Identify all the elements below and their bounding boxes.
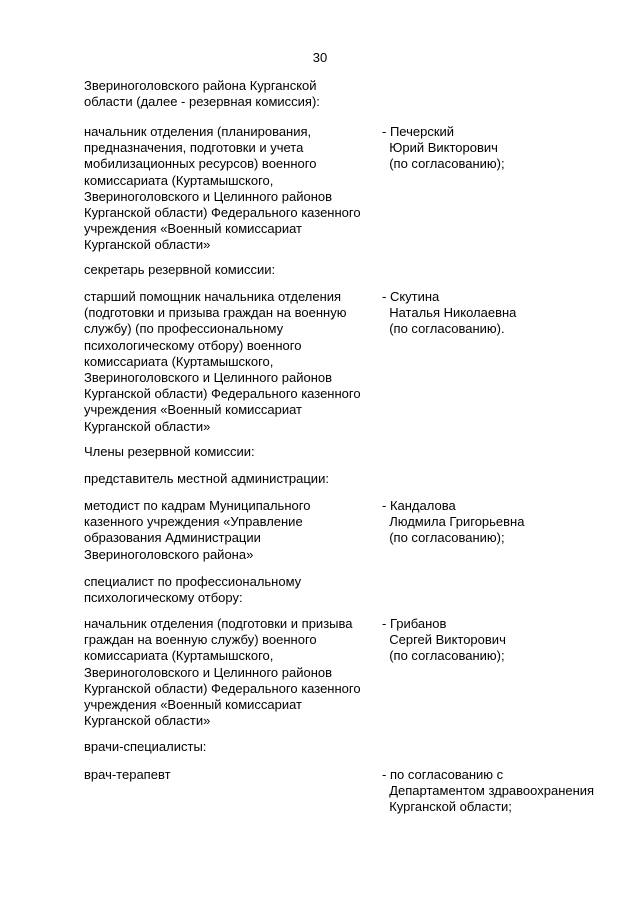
secretary-person: - Скутина Наталья Николаевна (по согласованию). — [382, 289, 517, 337]
chair-position: начальник отделения (планирования, предназначения, подготовки и учета мобилизационных ресурсов) военного комиссариата (Куртамышского, Звериноголовского и Целинного районов Курганской области) Федерального казенного учреждения «Военный комиссариат Курганской области» — [84, 124, 361, 253]
chair-entry — [84, 124, 505, 254]
intro-paragraph: Звериноголовского района Курганской области (далее - резервная комиссия): — [84, 78, 320, 110]
psych-position: начальник отделения (подготовки и призыва граждан на военную службу) военного комиссариата (Куртамышского, Звериноголовского и Целинного районов Курганской области) Федерального казенного учреждения «Военный комиссариат Курганской области» — [84, 616, 361, 729]
chair-person: - Печерский Юрий Викторович (по согласованию); — [382, 124, 505, 172]
therapist-entry — [84, 767, 595, 815]
page-number: 30 — [312, 50, 328, 65]
psych-person: - Грибанов Сергей Викторович (по согласованию); — [382, 616, 506, 664]
local-admin-entry — [84, 498, 525, 563]
secretary-position: старший помощник начальника отделения (подготовки и призыва граждан на военную службу) (по профессиональному психологическому отбору) военного комиссариата (Куртамышского, Звериноголовского и Целинного районов Курганской области) Федерального казенного учреждения «Военный комиссариат Курганской области» — [84, 289, 361, 434]
psych-entry — [84, 616, 506, 729]
psych-heading: специалист по профессиональному психологическому отбору: — [84, 574, 302, 606]
local-admin-heading: представитель местной администрации: — [84, 471, 329, 486]
local-admin-position: методист по кадрам Муниципального казенного учреждения «Управление образования Администрации Звериноголовского района» — [84, 498, 311, 562]
doctors-heading: врачи-специалисты: — [84, 739, 207, 754]
therapist-person: - по согласованию с Департаментом здравоохранения Курганской области; — [382, 767, 595, 815]
secretary-heading: секретарь резервной комиссии: — [84, 262, 276, 277]
therapist-position: врач-терапевт — [84, 767, 171, 782]
secretary-entry — [84, 289, 517, 435]
local-admin-person: - Кандалова Людмила Григорьевна (по согласованию); — [382, 498, 525, 546]
members-heading: Члены резервной комиссии: — [84, 444, 255, 459]
